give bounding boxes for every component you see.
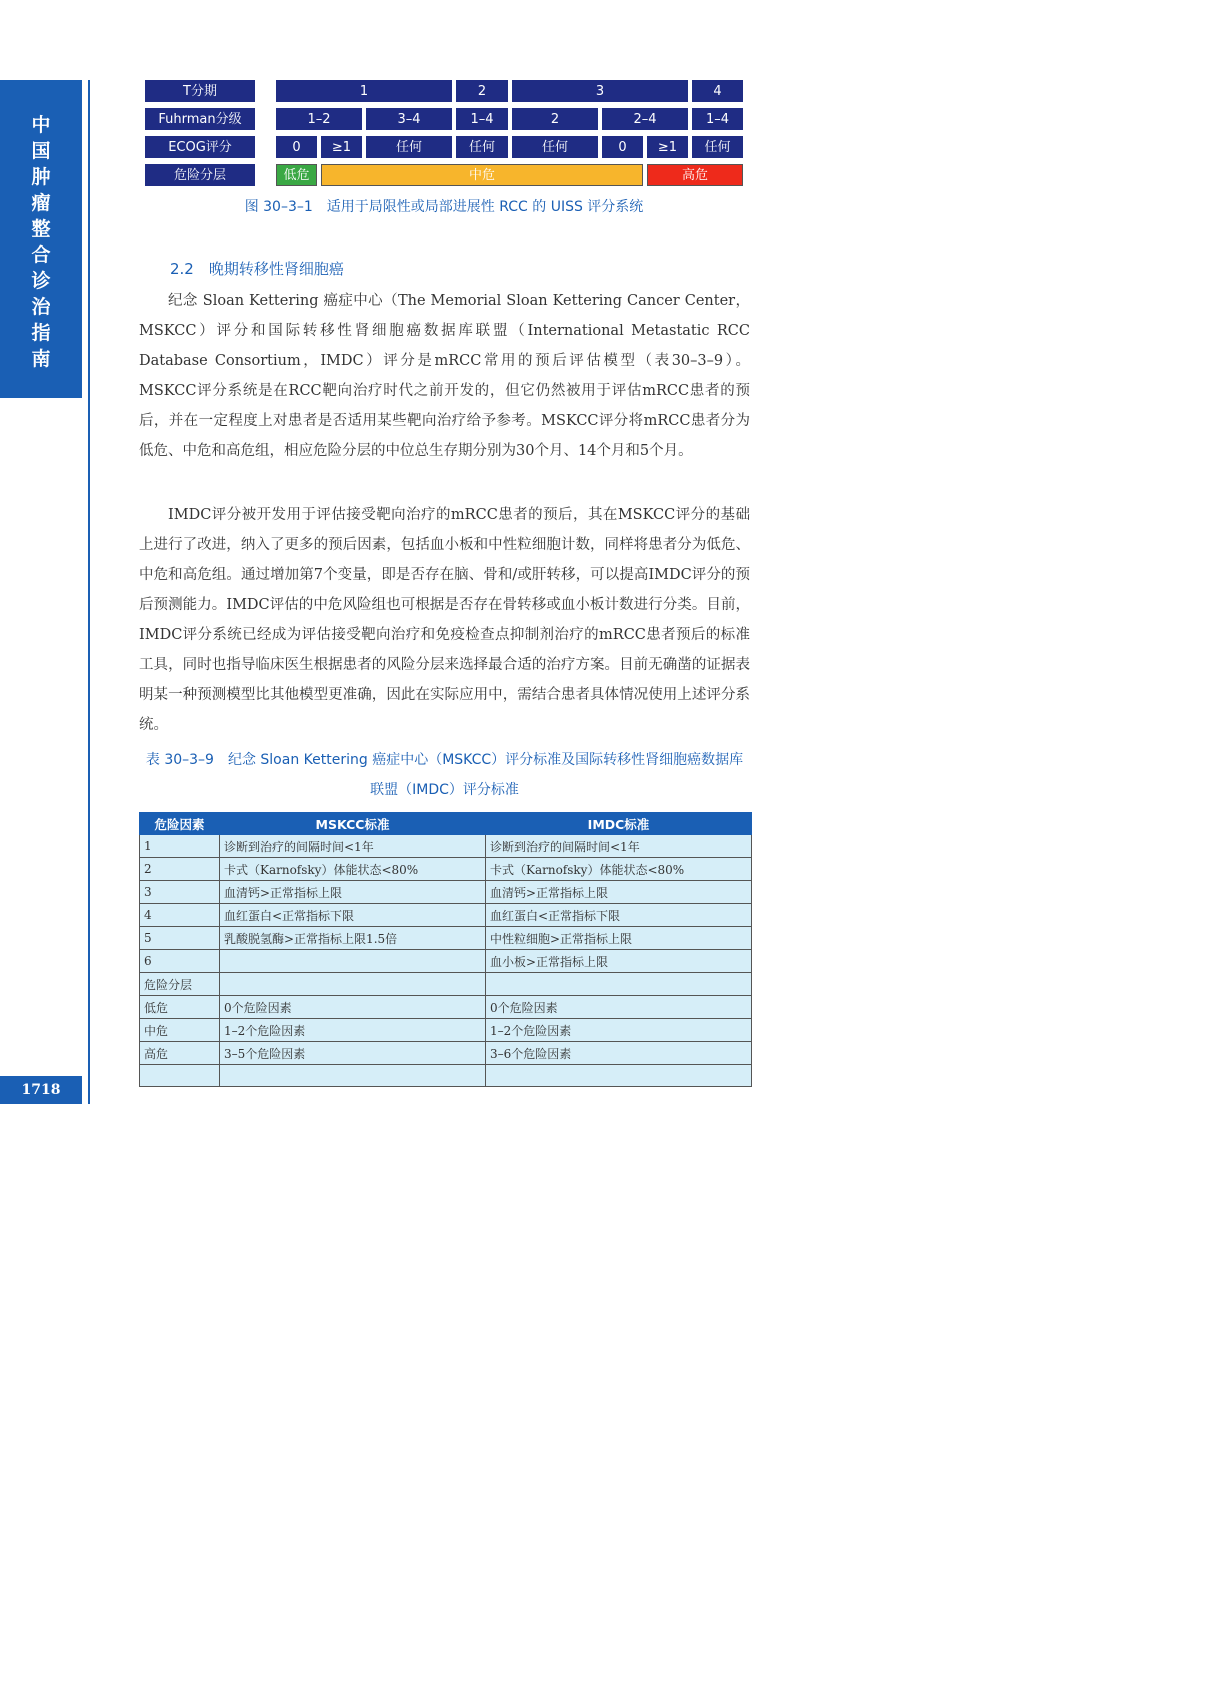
table-cell: 1–2个危险因素 [220, 1019, 486, 1042]
table-row [140, 881, 752, 904]
table-header-row [140, 813, 752, 835]
table-cell: 血清钙>正常指标上限 [220, 881, 486, 904]
table-cell: 1 [140, 835, 220, 858]
row-label-fuhrman: Fuhrman分级 [145, 108, 255, 130]
risk-criteria-table [139, 812, 752, 1087]
t-stage-cell: 2 [456, 80, 508, 102]
risk-low-cell: 低危 [276, 164, 317, 186]
table-cell: 血红蛋白<正常指标下限 [486, 904, 752, 927]
table-row [140, 950, 752, 973]
page-number: 1718 [0, 1076, 82, 1104]
risk-mid-cell: 中危 [321, 164, 643, 186]
section-heading: 2.2 晚期转移性肾细胞癌 [170, 260, 344, 278]
table-cell: 2 [140, 858, 220, 881]
column-header-mskcc: MSKCC标准 [220, 813, 486, 835]
table-cell: 卡式（Karnofsky）体能状态<80% [486, 858, 752, 881]
ecog-cell: 任何 [456, 136, 508, 158]
fuhrman-cell: 2–4 [602, 108, 688, 130]
column-header-imdc: IMDC标准 [486, 813, 752, 835]
ecog-cell: 任何 [512, 136, 598, 158]
body-paragraph-2: IMDC评分被开发用于评估接受靶向治疗的mRCC患者的预后，其在MSKCC评分的基础上进行了改进，纳入了更多的预后因素，包括血小板和中性粒细胞计数，同样将患者分为低危、中危和高危组。通过增加第7个变量，即是否存在脑、骨和/或肝转移，可以提高IMDC评分的预后预测能力。IMDC评估的中危风险组也可根据是否存在骨转移或血小板计数进行分类。目前，IMDC评分系统已经成为评估接受靶向治疗和免疫检查点抑制剂治疗的mRCC患者预后的标准工具，同时也指导临床医生根据患者的风险分层来选择最合适的治疗方案。目前无确凿的证据表明某一种预测模型比其他模型更准确，因此在实际应用中，需结合患者具体情况使用上述评分系统。 [139, 507, 750, 733]
body-paragraph-1: 纪念 Sloan Kettering 癌症中心（The Memorial Sloan Kettering Cancer Center，MSKCC）评分和国际转移性肾细胞癌数据库联盟（International Metastatic RCC Database Consortium，IMDC）评分是mRCC常用的预后评估模型（表30–3–9）。MSKCC评分系统是在RCC靶向治疗时代之前开发的，但它仍然被用于评估mRCC患者的预后，并在一定程度上对患者是否适用某些靶向治疗给予参考。MSKCC评分将mRCC患者分为低危、中危和高危组，相应危险分层的中位总生存期分别为30个月、14个月和5个月。 [139, 293, 750, 459]
fuhrman-cell: 2 [512, 108, 598, 130]
table-row [140, 1065, 752, 1087]
risk-high-cell: 高危 [647, 164, 743, 186]
table-cell: 血红蛋白<正常指标下限 [220, 904, 486, 927]
ecog-cell: 0 [602, 136, 643, 158]
ecog-cell: ≥1 [647, 136, 688, 158]
table-cell [220, 1065, 486, 1087]
table-cell: 诊断到治疗的间隔时间<1年 [220, 835, 486, 858]
table-cell: 中性粒细胞>正常指标上限 [486, 927, 752, 950]
ecog-cell: 0 [276, 136, 317, 158]
table-row [140, 858, 752, 881]
fuhrman-cell: 1–4 [692, 108, 743, 130]
table-cell: 3–6个危险因素 [486, 1042, 752, 1065]
table-row [140, 904, 752, 927]
table-row [140, 1042, 752, 1065]
table-cell: 乳酸脱氢酶>正常指标上限1.5倍 [220, 927, 486, 950]
ecog-cell: 任何 [692, 136, 743, 158]
row-label-ecog: ECOG评分 [145, 136, 255, 158]
table-cell: 危险分层 [140, 973, 220, 996]
table-cell [140, 1065, 220, 1087]
book-title: 中 国 肿 瘤 整 合 诊 治 指 南 [31, 114, 51, 370]
table-cell: 3–5个危险因素 [220, 1042, 486, 1065]
t-stage-cell: 4 [692, 80, 743, 102]
table-cell: 0个危险因素 [486, 996, 752, 1019]
margin-rule [88, 80, 90, 1104]
table-row [140, 996, 752, 1019]
table-caption: 表 30–3–9 纪念 Sloan Kettering 癌症中心（MSKCC）评分标准及国际转移性肾细胞癌数据库联盟（IMDC）评分标准 [145, 752, 744, 798]
column-header-risk-factor: 危险因素 [140, 813, 220, 835]
t-stage-cell: 3 [512, 80, 688, 102]
table-row [140, 1019, 752, 1042]
table-cell [220, 973, 486, 996]
table-cell: 血清钙>正常指标上限 [486, 881, 752, 904]
table-cell: 6 [140, 950, 220, 973]
table-cell [220, 950, 486, 973]
table-cell: 0个危险因素 [220, 996, 486, 1019]
t-stage-cell: 1 [276, 80, 452, 102]
table-cell: 高危 [140, 1042, 220, 1065]
table-row [140, 835, 752, 858]
table-cell [486, 1065, 752, 1087]
fuhrman-cell: 3–4 [366, 108, 452, 130]
ecog-cell: 任何 [366, 136, 452, 158]
table-cell: 4 [140, 904, 220, 927]
table-row [140, 927, 752, 950]
table-cell [486, 973, 752, 996]
table-cell: 低危 [140, 996, 220, 1019]
row-label-t-stage: T分期 [145, 80, 255, 102]
table-cell: 卡式（Karnofsky）体能状态<80% [220, 858, 486, 881]
fuhrman-cell: 1–4 [456, 108, 508, 130]
table-cell: 3 [140, 881, 220, 904]
ecog-cell: ≥1 [321, 136, 362, 158]
table-cell: 诊断到治疗的间隔时间<1年 [486, 835, 752, 858]
table-row [140, 973, 752, 996]
figure-caption: 图 30–3–1 适用于局限性或局部进展性 RCC 的 UISS 评分系统 [244, 199, 644, 215]
book-sidebar [0, 80, 82, 398]
table-cell: 血小板>正常指标上限 [486, 950, 752, 973]
row-label-risk: 危险分层 [145, 164, 255, 186]
table-cell: 中危 [140, 1019, 220, 1042]
table-cell: 5 [140, 927, 220, 950]
table-cell: 1–2个危险因素 [486, 1019, 752, 1042]
fuhrman-cell: 1–2 [276, 108, 362, 130]
uiss-figure [145, 80, 743, 188]
